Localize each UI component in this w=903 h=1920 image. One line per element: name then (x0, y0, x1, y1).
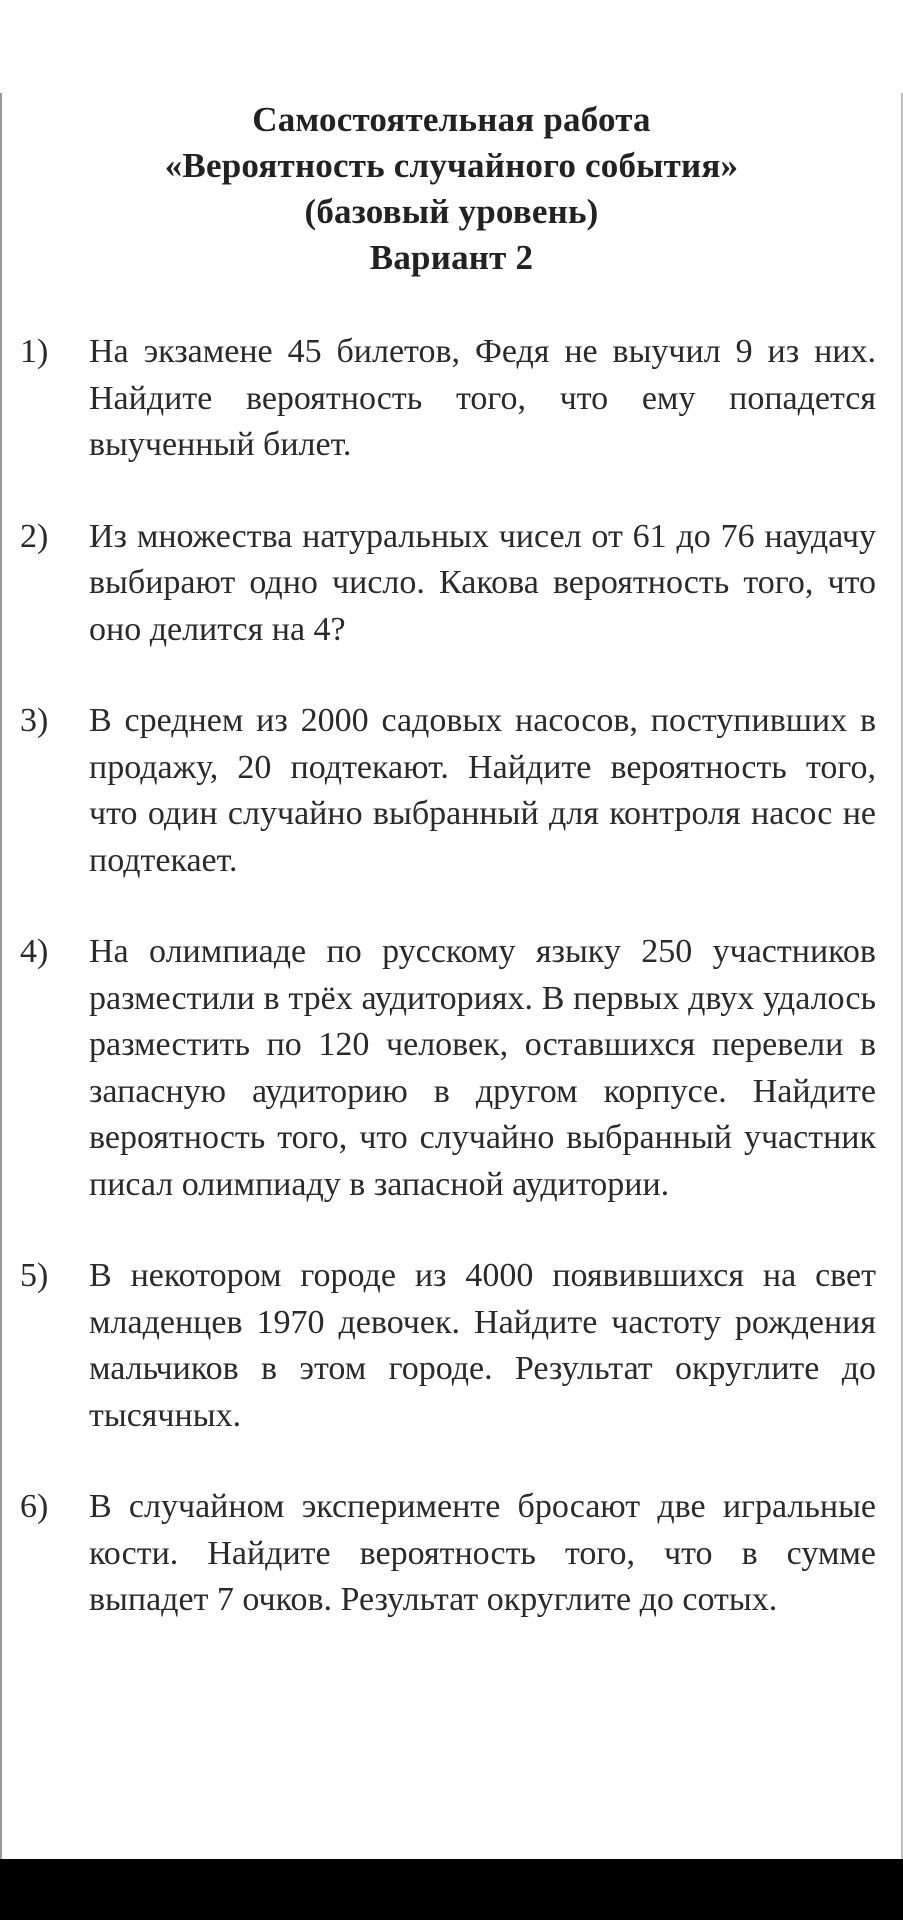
problem-number: 5) (20, 1257, 49, 1294)
problem-item-3 (2, 698, 901, 884)
problem-item-2 (2, 514, 901, 654)
problem-number: 1) (20, 333, 49, 370)
problem-item-1 (2, 329, 901, 469)
title-line-level: (базовый уровень) (304, 192, 599, 231)
title-line-work-type: Самостоятельная работа (252, 100, 651, 139)
problem-number: 2) (20, 517, 49, 555)
document-title (2, 93, 901, 281)
problem-item-5 (2, 1253, 901, 1439)
problem-text: В некотором городе из 4000 появившихся на свет младенцев 1970 девочек. Найдите частоту рождения мальчиков в этом городе. Результат округлите до тысячных. (89, 1257, 876, 1434)
problem-text: На олимпиаде по русскому языку 250 участников разместили в трёх аудиториях. В первых двух удалось разместить по 120 человек, оставшихся перевели в запасную аудиторию в другом корпусе. Найдите вероятность того, что случайно выбранный участник писал олимпиаду в запасной аудитории. (89, 933, 876, 1203)
document-page (0, 93, 903, 1859)
problem-item-6 (2, 1484, 901, 1624)
problem-text: На экзамене 45 билетов, Федя не выучил 9 из них. Найдите вероятность того, что ему попадется выученный билет. (89, 333, 876, 463)
problem-number: 3) (20, 702, 49, 739)
problem-list (2, 329, 901, 1669)
problem-number: 6) (20, 1488, 49, 1525)
problem-number: 4) (20, 933, 49, 970)
problem-text: В среднем из 2000 садовых насосов, поступивших в продажу, 20 подтекают. Найдите вероятность того, что один случайно выбранный для контроля насос не подтекает. (89, 702, 876, 879)
title-line-topic: «Вероятность случайного события» (164, 146, 739, 185)
problem-text: Из множества натуральных чисел от 61 до 76 наудачу выбирают одно число. Какова вероятность того, что оно делится на 4? (89, 517, 876, 648)
title-line-variant: Вариант 2 (369, 238, 534, 277)
problem-text: В случайном эксперименте бросают две игральные кости. Найдите вероятность того, что в сумме выпадет 7 очков. Результат округлите до сотых. (89, 1488, 876, 1618)
problem-item-4 (2, 929, 901, 1208)
bottom-black-bar (0, 1859, 903, 1920)
